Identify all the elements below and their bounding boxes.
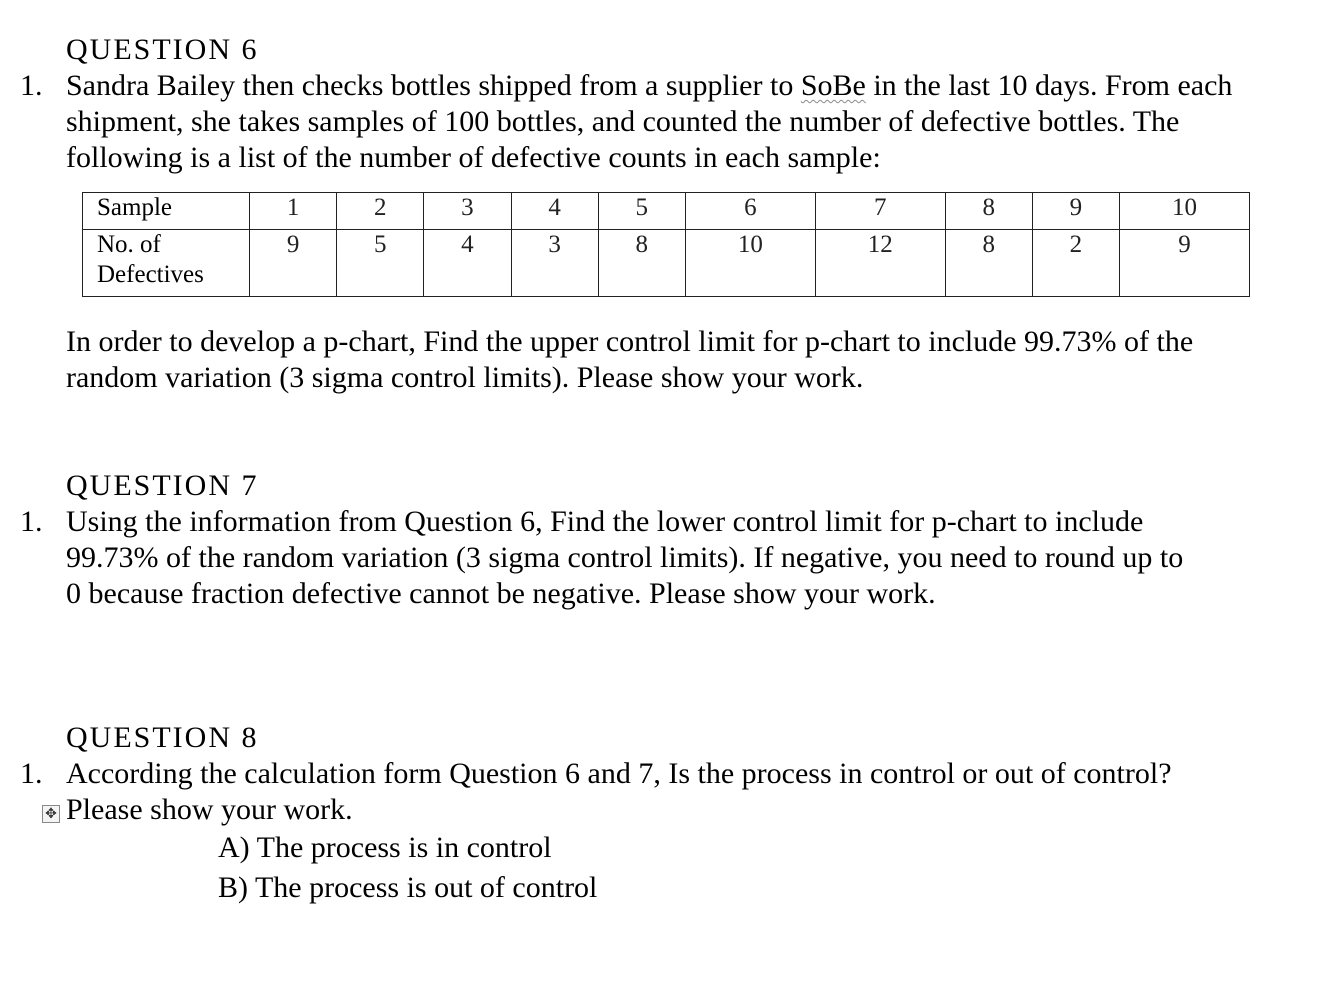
defectives-cell: 9 [250,230,337,297]
option-b-letter: B) [218,871,248,904]
defectives-cell: 3 [511,230,598,297]
defectives-cell: 2 [1032,230,1119,297]
defectives-cell: 9 [1120,230,1250,297]
question-6-line-1-pre: Sandra Bailey then checks bottles shipped from a supplier to [66,69,801,102]
table-row-defectives [83,230,1250,297]
question-7-line-3: 0 because fraction defective cannot be negative. Please show your work. [66,577,936,610]
question-8-line-2: Please show your work. [66,793,353,826]
question-6-line-3: following is a list of the number of defective counts in each sample: [66,141,881,174]
question-6-number: 1. [20,69,43,102]
question-7-title: QUESTION 7 [66,469,259,502]
question-6-prompt-line-2: random variation (3 sigma control limits). Please show your work. [66,361,864,394]
sample-cell: 10 [1120,193,1250,230]
defectives-cell: 10 [685,230,815,297]
sample-cell: 1 [250,193,337,230]
row-label-defectives-line-2: Defectives [97,261,204,288]
option-a[interactable] [218,830,552,866]
sobe-word: SoBe [800,69,866,102]
question-6-line-1 [66,68,1232,104]
row-label-sample: Sample [83,193,250,230]
defectives-cell: 8 [945,230,1032,297]
question-7-line-1: Using the information from Question 6, Find the lower control limit for p-chart to include [66,505,1144,538]
sample-cell: 6 [685,193,815,230]
option-b[interactable] [218,870,597,906]
row-label-defectives-line-1: No. of [97,231,161,258]
question-7-line-2: 99.73% of the random variation (3 sigma control limits). If negative, you need to round up to [66,541,1184,574]
question-6-title: QUESTION 6 [66,33,259,66]
question-6-line-1-post: in the last 10 days. From each [865,69,1233,102]
defectives-table [82,192,1250,297]
sample-cell: 8 [945,193,1032,230]
defectives-cell: 8 [598,230,685,297]
sample-cell: 2 [337,193,424,230]
question-7-number: 1. [20,505,43,538]
defectives-cell: 12 [815,230,945,297]
option-a-text: The process is in control [256,831,552,864]
option-a-letter: A) [218,831,250,864]
move-icon[interactable]: ✥ [42,805,60,823]
defectives-cell: 5 [337,230,424,297]
sample-cell: 5 [598,193,685,230]
option-b-text: The process is out of control [254,871,598,904]
question-8-title: QUESTION 8 [66,721,259,754]
defectives-cell: 4 [424,230,511,297]
table-row-sample [83,193,1250,230]
sample-cell: 3 [424,193,511,230]
sample-cell: 4 [511,193,598,230]
row-label-defectives [83,230,250,297]
question-8-number: 1. [20,757,43,790]
question-6-line-2: shipment, she takes samples of 100 bottles, and counted the number of defective bottles. The [66,105,1180,138]
question-8-line-1: According the calculation form Question 6 and 7, Is the process in control or out of control? [66,757,1172,790]
question-6-prompt-line-1: In order to develop a p-chart, Find the upper control limit for p-chart to include 99.73% of the [66,325,1194,358]
sample-cell: 7 [815,193,945,230]
sample-cell: 9 [1032,193,1119,230]
